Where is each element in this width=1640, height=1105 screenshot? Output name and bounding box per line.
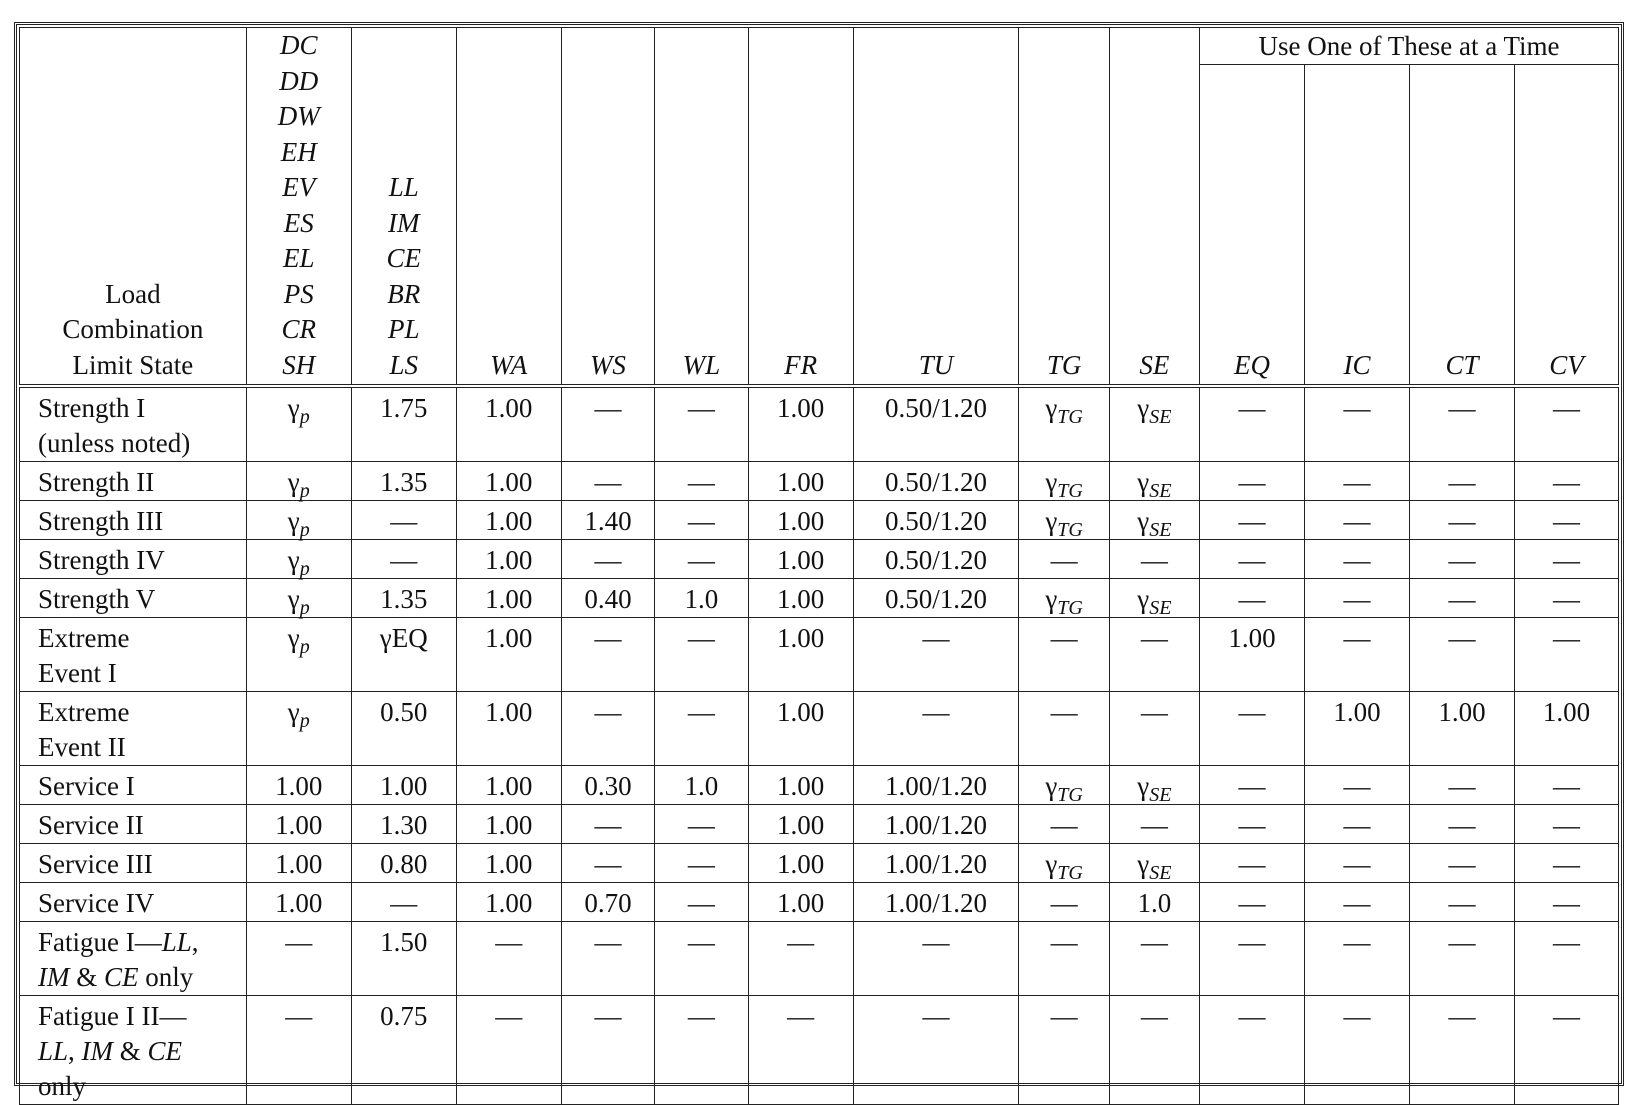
table-cell: 1.00 [748,579,853,618]
table-cell [246,540,351,579]
table-cell: — [1514,579,1618,618]
row-label-line: (unless noted) [38,428,191,458]
table-cell [1019,501,1109,540]
table-cell: — [561,692,654,766]
header-load-code: EH [280,136,317,167]
table-cell: — [655,844,748,883]
table-cell: — [1200,883,1305,922]
gamma-symbol: γ [287,697,300,727]
table-cell: 0.50/1.20 [853,501,1019,540]
table-cell: — [1019,883,1109,922]
row-limit-state [20,618,247,692]
table-cell: 1.00 [748,618,853,692]
table-cell: — [1109,692,1199,766]
row-label-line: Strength II [38,467,155,497]
table-cell: — [1514,805,1618,844]
table-cell: 1.00 [456,692,561,766]
table-cell: — [1109,922,1199,996]
table-cell: — [456,922,561,996]
load-code: CE [147,1036,183,1066]
row-label-line: Service IV [38,888,155,918]
gamma-symbol: γ [287,393,300,423]
table-cell: 1.00 [748,844,853,883]
table-cell: — [1305,462,1410,501]
header-col-eq: EQ [1200,65,1305,387]
gamma-symbol: γ [287,506,300,536]
table-cell [1019,766,1109,805]
table-cell [1109,462,1199,501]
table-row [20,922,1619,996]
header-col-ws: WS [561,28,654,387]
table-cell: — [655,618,748,692]
table-cell: — [561,805,654,844]
table-cell: — [655,692,748,766]
table-cell: 1.00 [1409,692,1514,766]
table-cell: — [1200,540,1305,579]
row-limit-state [20,996,247,1105]
table-cell: 0.50/1.20 [853,462,1019,501]
gamma-subscript: SE [1149,480,1172,502]
load-factor-table-frame [14,22,1624,1101]
header-limit-state-line: Load [105,278,161,309]
row-label-line: IM & CE only [38,962,194,992]
table-cell: — [351,883,456,922]
table-cell: 1.35 [351,462,456,501]
table-cell: — [1200,579,1305,618]
header-col-ic: IC [1305,65,1410,387]
table-cell: — [655,462,748,501]
table-cell: 0.40 [561,579,654,618]
table-cell: — [1109,996,1199,1105]
row-limit-state [20,386,247,462]
gamma-symbol: γ [1137,467,1150,497]
table-cell: — [1305,922,1410,996]
row-label-line: only [38,1071,87,1101]
table-cell: — [655,922,748,996]
table-cell: — [1200,844,1305,883]
header-load-code: DC [280,30,318,60]
table-cell: 1.40 [561,501,654,540]
table-cell: — [1514,883,1618,922]
row-limit-state [20,540,247,579]
table-cell [246,579,351,618]
table-row [20,618,1619,692]
table-cell: — [1109,805,1199,844]
table-cell: — [1109,618,1199,692]
table-cell: — [1019,618,1109,692]
table-cell: 1.50 [351,922,456,996]
table-cell: 1.00 [1200,618,1305,692]
row-label-line: Strength III [38,506,164,536]
table-cell: 0.50/1.20 [853,579,1019,618]
header-col-ct: CT [1409,65,1514,387]
table-cell: — [1409,579,1514,618]
table-cell: — [561,540,654,579]
header-col-tg: TG [1019,28,1109,387]
table-cell [246,462,351,501]
table-row [20,579,1619,618]
table-cell: — [1200,501,1305,540]
header-load-code: ES [283,207,314,238]
table-cell [1109,579,1199,618]
table-cell: — [1305,501,1410,540]
table-cell: — [1200,805,1305,844]
table-cell: — [655,805,748,844]
table-cell: — [1305,883,1410,922]
table-cell: 1.00/1.20 [853,883,1019,922]
table-cell: — [1409,766,1514,805]
header-col-wa: WA [456,28,561,387]
gamma-subscript: p [299,597,310,619]
header-permanent-loads [246,28,351,387]
table-cell: — [853,692,1019,766]
table-cell: — [1514,386,1618,462]
table-cell: 0.50/1.20 [853,386,1019,462]
table-row [20,692,1619,766]
table-cell: 1.00 [456,844,561,883]
gamma-symbol: γ [1137,771,1150,801]
table-cell: — [1109,540,1199,579]
table-cell: 1.00/1.20 [853,805,1019,844]
table-cell: — [1409,883,1514,922]
table-cell: — [1409,462,1514,501]
table-body [20,386,1619,1105]
header-load-code: CE [386,243,421,273]
table-cell: 1.00 [748,692,853,766]
table-cell: — [561,386,654,462]
table-cell: — [1409,922,1514,996]
table-cell: — [1019,922,1109,996]
table-cell [1109,386,1199,462]
table-cell: 0.80 [351,844,456,883]
table-cell [246,501,351,540]
table-cell: — [561,922,654,996]
header-limit-state-line: Limit State [72,349,194,380]
header-load-code: PS [283,278,314,309]
table-cell: — [1019,805,1109,844]
table-cell: — [655,540,748,579]
table-cell: — [1409,540,1514,579]
header-limit-state [20,28,247,387]
header-col-wl: WL [655,28,748,387]
row-label-line: Fatigue I—LL, [38,927,199,957]
table-cell: — [1305,766,1410,805]
table-cell: — [456,996,561,1105]
table-cell: — [655,386,748,462]
table-cell: — [1305,579,1410,618]
table-cell: — [1514,501,1618,540]
table-cell: γEQ [351,618,456,692]
table-cell [1019,579,1109,618]
table-cell: 0.70 [561,883,654,922]
table-row [20,883,1619,922]
table-cell: — [1200,692,1305,766]
table-cell [1019,462,1109,501]
row-label-line: Strength I [38,393,146,423]
header-col-se: SE [1109,28,1199,387]
header-load-code: PL [387,314,420,344]
header-col-fr: FR [748,28,853,387]
gamma-symbol: γ [1045,771,1058,801]
gamma-subscript: SE [1149,406,1172,428]
table-cell: 0.50 [351,692,456,766]
table-cell: 1.00 [246,883,351,922]
gamma-subscript: p [299,636,310,658]
table-cell: 1.0 [655,579,748,618]
table-cell [1109,501,1199,540]
table-cell: — [1019,996,1109,1105]
gamma-symbol: γ [1137,506,1150,536]
row-limit-state [20,766,247,805]
table-cell: 1.00 [748,540,853,579]
table-cell: — [655,883,748,922]
table-row [20,805,1619,844]
header-load-code: CR [281,314,317,344]
table-cell [246,386,351,462]
gamma-symbol: γ [287,467,300,497]
table-cell: — [748,996,853,1105]
row-label-line: Extreme [38,623,130,653]
header-group-title: Use One of These at a Time [1200,28,1619,65]
header-load-code: IM [388,207,420,238]
table-cell: — [655,501,748,540]
table-row [20,766,1619,805]
gamma-symbol: γ [1045,849,1058,879]
table-cell [1109,766,1199,805]
table-cell: — [655,996,748,1105]
table-cell: — [1305,386,1410,462]
table-cell: — [1514,618,1618,692]
header-load-code: LL [388,172,419,202]
table-cell: — [1200,996,1305,1105]
gamma-symbol: γ [1045,584,1058,614]
header-load-code: EL [283,243,315,273]
header-load-code: EV [282,172,316,202]
table-cell: — [1409,844,1514,883]
table-cell: — [1200,386,1305,462]
table-cell: 1.75 [351,386,456,462]
row-label-line: Event II [38,732,126,762]
table-cell: 1.00 [456,766,561,805]
table-cell: — [1514,996,1618,1105]
gamma-symbol: γ [1137,849,1150,879]
table-cell: — [351,501,456,540]
load-code: CE [104,962,139,992]
table-cell: 1.0 [1109,883,1199,922]
table-cell: — [561,844,654,883]
table-cell: 1.00 [748,501,853,540]
header-col-tu: TU [853,28,1019,387]
row-label-line: Service I [38,771,135,801]
table-cell: — [561,462,654,501]
table-cell: — [1200,462,1305,501]
table-cell: — [1409,618,1514,692]
table-cell: — [351,540,456,579]
gamma-symbol: γ [1045,393,1058,423]
table-cell: 0.75 [351,996,456,1105]
table-cell: — [1305,996,1410,1105]
table-cell: — [1514,766,1618,805]
row-label-line: Service II [38,810,144,840]
table-cell: — [1019,540,1109,579]
gamma-subscript: TG [1057,406,1083,428]
table-row [20,540,1619,579]
table-cell: — [1200,766,1305,805]
table-cell: 1.00 [748,883,853,922]
table-cell: 1.00 [456,883,561,922]
table-cell: 1.00 [748,805,853,844]
row-limit-state [20,883,247,922]
table-cell: — [1409,996,1514,1105]
table-cell [246,692,351,766]
header-col-cv: CV [1514,65,1618,387]
gamma-subscript: TG [1057,519,1083,541]
table-cell: 1.00 [456,579,561,618]
table-cell: 0.50/1.20 [853,540,1019,579]
row-label-line: LL, IM & CE [38,1036,183,1066]
table-cell [1109,844,1199,883]
row-limit-state [20,462,247,501]
row-limit-state [20,922,247,996]
table-cell: 1.00 [246,766,351,805]
row-label-line: Extreme [38,697,130,727]
table-cell: — [853,922,1019,996]
table-row [20,462,1619,501]
row-limit-state [20,844,247,883]
table-cell: 1.00 [1514,692,1618,766]
gamma-subscript: p [299,519,310,541]
gamma-symbol: γ [287,545,300,575]
table-cell: — [1305,540,1410,579]
header-load-code: DD [279,65,319,96]
table-cell: 1.00 [456,501,561,540]
table-row [20,844,1619,883]
gamma-subscript: p [299,710,310,732]
gamma-symbol: γ [287,584,300,614]
table-cell: 1.30 [351,805,456,844]
header-load-code: SH [282,349,316,380]
gamma-subscript: SE [1149,597,1172,619]
gamma-subscript: p [299,406,310,428]
gamma-subscript: TG [1057,784,1083,806]
table-cell: 1.00 [456,618,561,692]
table-cell: 1.00/1.20 [853,844,1019,883]
header-load-code: DW [277,101,320,131]
table-cell: 1.00 [456,386,561,462]
table-row [20,501,1619,540]
table-cell: — [1514,462,1618,501]
load-code: LL [161,927,192,957]
table-cell [1019,386,1109,462]
row-label-line: Strength IV [38,545,165,575]
table-cell: 1.00 [748,766,853,805]
table-cell: — [853,618,1019,692]
table-cell: — [853,996,1019,1105]
table-cell: 1.0 [655,766,748,805]
gamma-subscript: TG [1057,480,1083,502]
gamma-symbol: γ [1137,584,1150,614]
table-row [20,996,1619,1105]
table-cell: — [1200,922,1305,996]
gamma-subscript: TG [1057,597,1083,619]
table-cell: 1.00 [246,844,351,883]
load-code: LL [38,1036,69,1066]
table-cell: 1.00 [456,540,561,579]
header-load-code: LS [389,349,418,380]
gamma-subscript: SE [1149,784,1172,806]
table-cell [246,618,351,692]
table-cell: — [1514,922,1618,996]
table-cell: 1.00 [456,805,561,844]
table-cell: — [1305,844,1410,883]
gamma-subscript: p [299,480,310,502]
row-limit-state [20,579,247,618]
load-code: IM [38,962,70,992]
gamma-symbol: γ [1045,506,1058,536]
row-label-line: Event I [38,658,117,688]
gamma-symbol: γ [287,623,300,653]
table-cell: 1.00 [748,386,853,462]
table-cell: 1.00 [1305,692,1410,766]
table-cell: 1.00 [246,805,351,844]
header-limit-state-line: Combination [62,314,204,344]
row-label-line: Strength V [38,584,156,614]
table-cell: — [1409,386,1514,462]
gamma-subscript: SE [1149,519,1172,541]
table-cell: — [561,618,654,692]
table-cell: — [246,996,351,1105]
row-limit-state [20,692,247,766]
table-row [20,386,1619,462]
table-cell: 0.30 [561,766,654,805]
table-cell: 1.00 [351,766,456,805]
gamma-subscript: TG [1057,862,1083,884]
gamma-subscript: p [299,558,310,580]
gamma-subscript: SE [1149,862,1172,884]
table-cell: — [1305,618,1410,692]
table-cell: — [1019,692,1109,766]
table-cell [1019,844,1109,883]
row-limit-state [20,805,247,844]
table-cell: 1.00 [748,462,853,501]
table-cell: — [561,996,654,1105]
gamma-symbol: γ [1137,393,1150,423]
table-cell: — [246,922,351,996]
row-label-line: Fatigue I II— [38,1001,187,1031]
row-label-line: Service III [38,849,153,879]
load-code: IM [81,1036,114,1066]
table-cell: — [1409,805,1514,844]
table-cell: 1.00 [456,462,561,501]
header-live-loads [351,28,456,387]
table-cell: — [748,922,853,996]
table-cell: — [1514,540,1618,579]
load-factor-table [19,27,1619,1105]
table-cell: 1.35 [351,579,456,618]
table-cell: — [1305,805,1410,844]
table-cell: — [1514,844,1618,883]
table-cell: 1.00/1.20 [853,766,1019,805]
gamma-symbol: γ [1045,467,1058,497]
header-load-code: BR [387,278,421,309]
row-limit-state [20,501,247,540]
table-cell: — [1409,501,1514,540]
